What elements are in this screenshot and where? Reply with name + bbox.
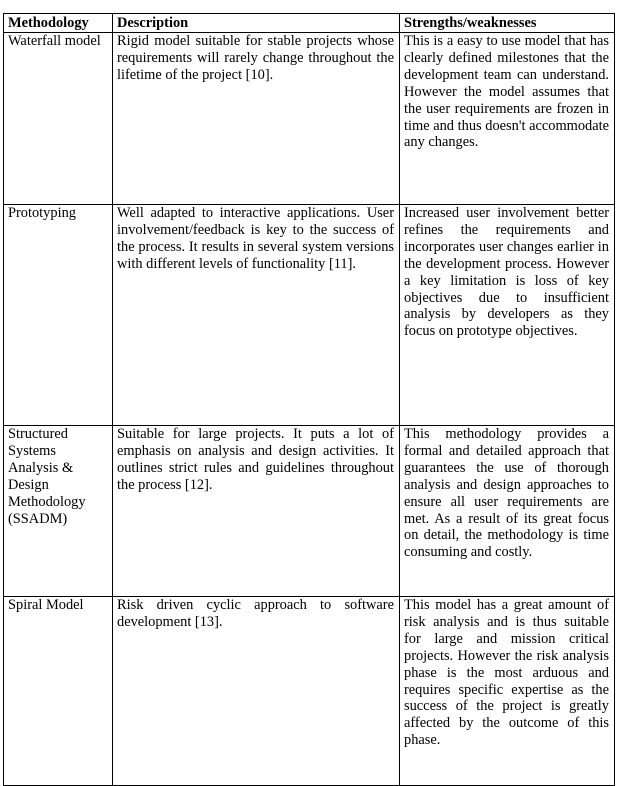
header-description: Description <box>113 14 400 33</box>
table-row <box>4 33 615 205</box>
cell-strengths-weaknesses: This is a easy to use model that has clearly defined milestones that the development team can understand. However the model assumes that the user requirements are frozen in time and thus doesn't accommodate any changes. <box>400 33 615 205</box>
cell-description: Rigid model suitable for stable projects whose requirements will rarely change throughout the lifetime of the project [10]. <box>113 33 400 205</box>
cell-methodology: Prototyping <box>4 205 113 426</box>
cell-methodology: Structured Systems Analysis & Design Methodology (SSADM) <box>4 426 113 597</box>
cell-strengths-weaknesses: This methodology provides a formal and detailed approach that guarantees the use of thorough analysis and design approaches to ensure all user requirements are met. As a result of its great focus on detail, the methodology is time consuming and costly. <box>400 426 615 597</box>
table-row <box>4 597 615 786</box>
table-header-row <box>4 14 615 33</box>
header-methodology: Methodology <box>4 14 113 33</box>
cell-strengths-weaknesses: This model has a great amount of risk analysis and is thus suitable for large and mission critical projects. However the risk analysis phase is the most arduous and requires specific expertise as the success of the project is greatly affected by the outcome of this phase. <box>400 597 615 786</box>
cell-strengths-weaknesses: Increased user involvement better refines the requirements and incorporates user changes earlier in the development process. However a key limitation is loss of key objectives due to insufficient analysis by developers as they focus on prototype objectives. <box>400 205 615 426</box>
table-row <box>4 205 615 426</box>
cell-description: Suitable for large projects. It puts a lot of emphasis on analysis and design activities. It outlines strict rules and guidelines throughout the process [12]. <box>113 426 400 597</box>
table-row <box>4 426 615 597</box>
methodology-comparison-table-container <box>3 13 615 786</box>
cell-description: Well adapted to interactive applications. User involvement/feedback is key to the success of the process. It results in several system versions with different levels of functionality [11]. <box>113 205 400 426</box>
methodology-comparison-table <box>3 13 615 786</box>
cell-methodology: Spiral Model <box>4 597 113 786</box>
cell-methodology: Waterfall model <box>4 33 113 205</box>
cell-description: Risk driven cyclic approach to software development [13]. <box>113 597 400 786</box>
header-strengths-weaknesses: Strengths/weaknesses <box>400 14 615 33</box>
